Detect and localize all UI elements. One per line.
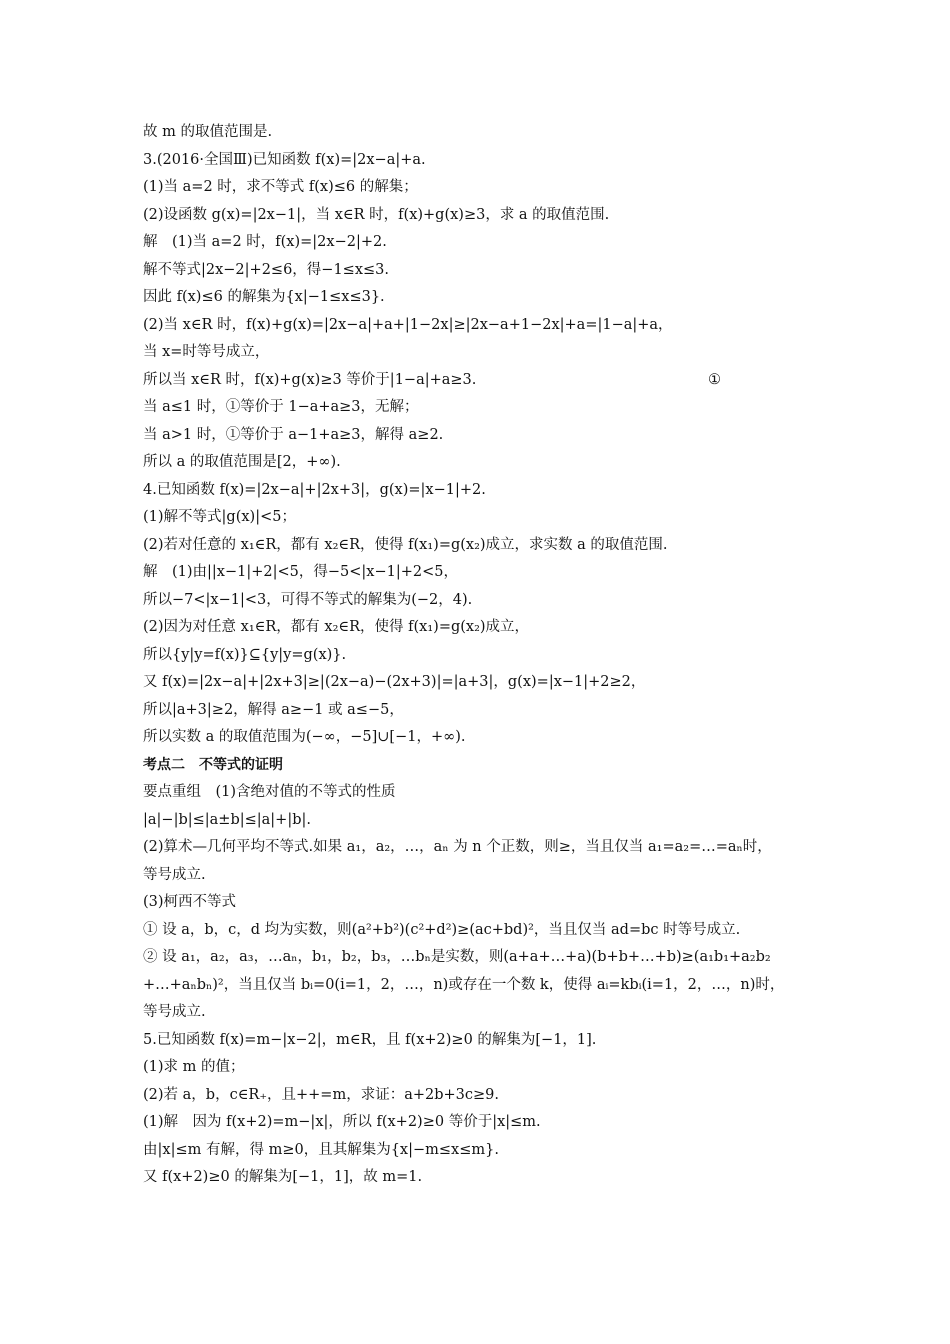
text-line: 又 f(x)=|2x−a|+|2x+3|≥|(2x−a)−(2x+3)|=|a+3|，g(x)=|x−1|+2≥2， xyxy=(143,674,646,690)
text-line: 由|x|≤m 有解，得 m≥0，且其解集为{x|−m≤x≤m}. xyxy=(143,1141,499,1158)
text-line: ② 设 a₁，a₂，a₃，…aₙ，b₁，b₂，b₃，…bₙ是实数，则(a+a+…+a)(b+b+…+b)≥(a₁b₁+a₂b₂ xyxy=(143,949,771,965)
solution-line: (1)解 因为 f(x+2)=m−|x|，所以 f(x+2)≥0 等价于|x|≤m. xyxy=(143,1114,541,1130)
text-line: 等号成立. xyxy=(143,1004,206,1020)
text-line: |a|−|b|≤|a±b|≤|a|+|b|. xyxy=(143,811,311,828)
solution-line: 解 (1)由||x−1|+2|<5，得−5<|x−1|+2<5， xyxy=(143,564,458,580)
text-line: 因此 f(x)≤6 的解集为{x|−1≤x≤3}. xyxy=(143,289,385,305)
text-line: (2)算术—几何平均不等式.如果 a₁，a₂，…，aₙ 为 n 个正数，则≥，当且仅当 a₁=a₂=…=aₙ时， xyxy=(143,839,772,855)
text-line: 当 a>1 时，①等价于 a−1+a≥3，解得 a≥2. xyxy=(143,426,444,443)
problem-3-statement: 3.(2016·全国Ⅲ)已知函数 f(x)=|2x−a|+a. xyxy=(143,151,426,168)
text-line: (2)因为对任意 x₁∈R，都有 x₂∈R，使得 f(x₁)=g(x₂)成立， xyxy=(143,619,530,635)
text-line: 要点重组 (1)含绝对值的不等式的性质 xyxy=(143,784,396,800)
text-line: (1)解不等式|g(x)|<5； xyxy=(143,509,296,525)
text-line: 所以实数 a 的取值范围为(−∞，−5]∪[−1，+∞). xyxy=(143,729,466,745)
text-line: ① 设 a，b，c，d 均为实数，则(a²+b²)(c²+d²)≥(ac+bd)²，当且仅当 ad=bc 时等号成立. xyxy=(143,921,741,938)
text-line: (2)若对任意的 x₁∈R，都有 x₂∈R，使得 f(x₁)=g(x₂)成立，求实数 a 的取值范围. xyxy=(143,536,668,553)
section-heading: 考点二 不等式的证明 xyxy=(143,756,283,773)
text-line: (2)若 a，b，c∈R₊，且++=m，求证：a+2b+3c≥9. xyxy=(143,1086,499,1103)
text-line: 故 m 的取值范围是. xyxy=(143,124,273,140)
equation-number-mark: ① xyxy=(708,371,721,388)
equation-row xyxy=(143,367,823,395)
text-line: 所以|a+3|≥2，解得 a≥−1 或 a≤−5， xyxy=(143,701,404,718)
text-line: 所以−7<|x−1|<3，可得不等式的解集为(−2，4). xyxy=(143,591,473,608)
text-line: (2)当 x∈R 时，f(x)+g(x)=|2x−a|+a+|1−2x|≥|2x−a+1−2x|+a=|1−a|+a， xyxy=(143,316,673,333)
text-line: 又 f(x+2)≥0 的解集为[−1，1]，故 m=1. xyxy=(143,1169,423,1185)
text-line: 当 a≤1 时，①等价于 1−a+a≥3，无解； xyxy=(143,399,419,415)
text-line: 所以当 x∈R 时，f(x)+g(x)≥3 等价于|1−a|+a≥3. xyxy=(143,371,477,388)
text-line: (1)求 m 的值； xyxy=(143,1059,245,1075)
document-body xyxy=(143,119,823,1192)
text-line: (2)设函数 g(x)=|2x−1|，当 x∈R 时，f(x)+g(x)≥3，求 a 的取值范围. xyxy=(143,206,610,223)
problem-5-statement: 5.已知函数 f(x)=m−|x−2|，m∈R，且 f(x+2)≥0 的解集为[−1，1]. xyxy=(143,1031,597,1048)
text-line: 所以{y|y=f(x)}⊆{y|y=g(x)}. xyxy=(143,646,347,663)
text-line: 解不等式|2x−2|+2≤6，得−1≤x≤3. xyxy=(143,261,389,278)
solution-line: 解 (1)当 a=2 时，f(x)=|2x−2|+2. xyxy=(143,234,387,250)
text-line: (1)当 a=2 时，求不等式 f(x)≤6 的解集； xyxy=(143,179,418,195)
text-line: 当 x=时等号成立， xyxy=(143,344,270,360)
text-line: 等号成立. xyxy=(143,866,206,883)
problem-4-statement: 4.已知函数 f(x)=|2x−a|+|2x+3|，g(x)=|x−1|+2. xyxy=(143,481,486,498)
text-line: (3)柯西不等式 xyxy=(143,894,237,910)
text-line: +…+aₙbₙ)²，当且仅当 bᵢ=0(i=1，2，…，n)或存在一个数 k，使得 aᵢ=kbᵢ(i=1，2，…，n)时， xyxy=(143,976,785,993)
text-line: 所以 a 的取值范围是[2，+∞). xyxy=(143,454,341,470)
